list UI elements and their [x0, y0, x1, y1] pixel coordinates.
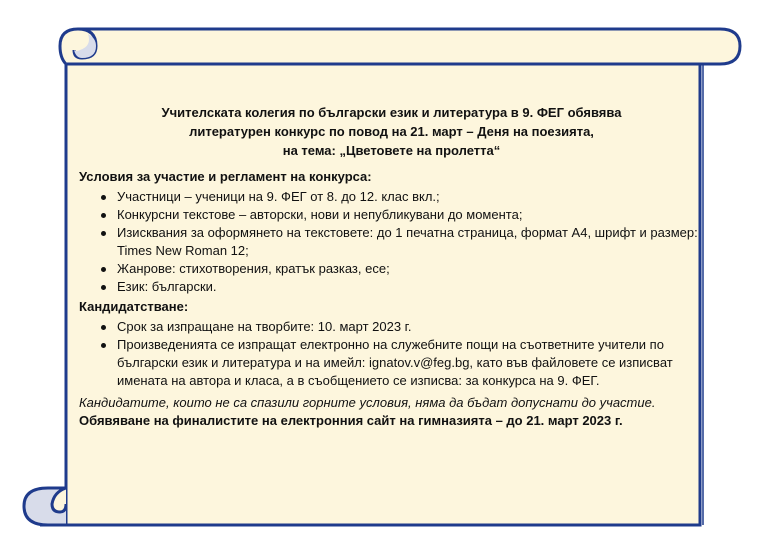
finalists-announcement: Обявяване на финалистите на електронния сайт на гимназията – до 21. март 2023 г. — [79, 413, 623, 428]
list-item: Участници – ученици на 9. ФЕГ от 8. до 12. клас вкл.; — [117, 188, 704, 206]
list-item: Срок за изпращане на творбите: 10. март 2023 г. — [117, 318, 704, 336]
title-line: литературен конкурс по повод на 21. март – Деня на поезията, — [189, 124, 594, 139]
list-item: Конкурсни текстове – авторски, нови и непубликувани до момента; — [117, 206, 704, 224]
announcement-content — [79, 103, 704, 430]
title-line: Учителската колегия по български език и литература в 9. ФЕГ обявява — [161, 105, 622, 120]
scroll-top-roll — [66, 29, 740, 64]
title-line: на тема: „Цветовете на пролетта“ — [282, 143, 501, 158]
list-item: Изисквания за оформянето на текстовете: до 1 печатна страница, формат А4, шрифт и размер: Times New Roman 12; — [117, 224, 704, 260]
conditions-list — [79, 188, 704, 296]
list-item: Произведенията се изпращат електронно на служебните пощи на съответните учители по български език и литература и на имейл: ignatov.v@feg.bg, като във файловете се изписват имената на автора и класа, а в съобщението се изписва: за конкурса на 9. ФЕГ. — [117, 336, 704, 390]
conditions-heading: Условия за участие и регламент на конкурса: — [79, 169, 372, 184]
application-list — [79, 318, 704, 390]
list-item: Език: български. — [117, 278, 704, 296]
participation-note: Кандидатите, които не са спазили горните условия, няма да бъдат допуснати до участие. — [79, 395, 656, 410]
list-item: Жанрове: стихотворения, кратък разказ, есе; — [117, 260, 704, 278]
application-heading: Кандидатстване: — [79, 299, 189, 314]
announcement-title — [79, 103, 704, 160]
